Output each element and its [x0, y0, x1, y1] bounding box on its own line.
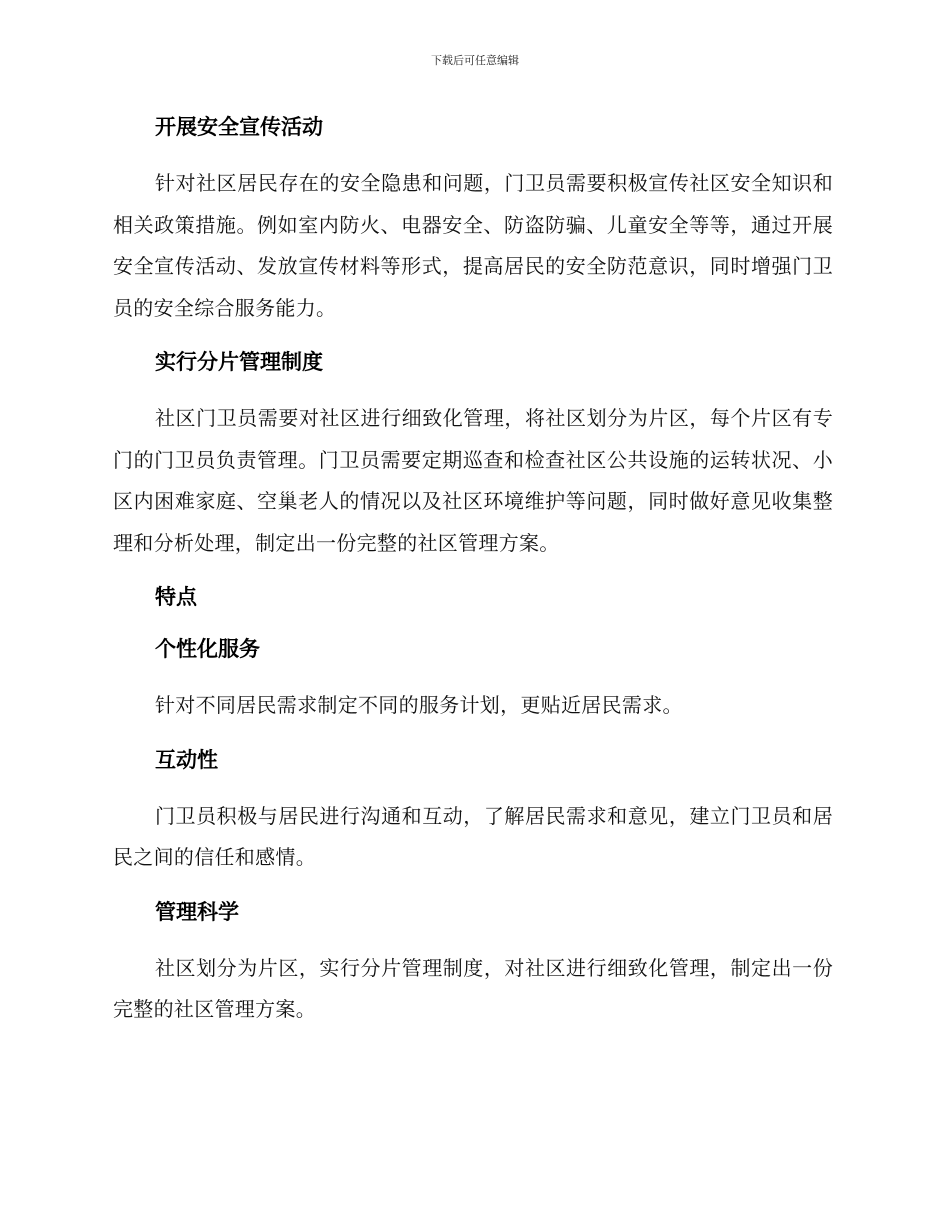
- document-body: [113, 108, 833, 1031]
- feature-heading-personalized: 个性化服务: [155, 637, 260, 661]
- spacer: [113, 381, 833, 398]
- feature-body-personalized: 针对不同居民需求制定不同的服务计划，更贴近居民需求。: [155, 693, 683, 717]
- feature-body-interactivity: 门卫员积极与居民进行沟通和互动，了解居民需求和意见，建立门卫员和居民之间的信任和感情。: [113, 803, 833, 869]
- features-heading: 特点: [155, 585, 197, 609]
- spacer: [113, 146, 833, 163]
- section-heading-safety-campaign: 开展安全宣传活动: [155, 115, 323, 139]
- feature-heading-interactivity: 互动性: [155, 747, 218, 772]
- feature-heading-scientific-management: 管理科学: [155, 899, 239, 924]
- spacer: [113, 564, 833, 578]
- spacer: [113, 668, 833, 685]
- spacer: [113, 931, 833, 948]
- spacer: [113, 329, 833, 343]
- spacer: [113, 727, 833, 741]
- feature-body-scientific-management: 社区划分为片区，实行分片管理制度，对社区进行细致化管理，制定出一份完整的社区管理方案。: [113, 955, 833, 1021]
- spacer: [113, 779, 833, 796]
- spacer: [113, 879, 833, 893]
- section-body-safety-campaign: 针对社区居民存在的安全隐患和问题，门卫员需要积极宣传社区安全知识和相关政策措施。例如室内防火、电器安全、防盗防骗、儿童安全等等，通过开展安全宣传活动、发放宣传材料等形式，提高居民的安全防范意识，同时增强门卫员的安全综合服务能力。: [113, 171, 833, 320]
- spacer: [113, 616, 833, 630]
- section-heading-zone-management: 实行分片管理制度: [155, 350, 323, 374]
- section-body-zone-management: 社区门卫员需要对社区进行细致化管理，将社区划分为片区，每个片区有专门的门卫员负责管理。门卫员需要定期巡查和检查社区公共设施的运转状况、小区内困难家庭、空巢老人的情况以及社区环境维护等问题，同时做好意见收集整理和分析处理，制定出一份完整的社区管理方案。: [113, 406, 833, 555]
- page-header-note: 下载后可任意编辑: [431, 54, 519, 67]
